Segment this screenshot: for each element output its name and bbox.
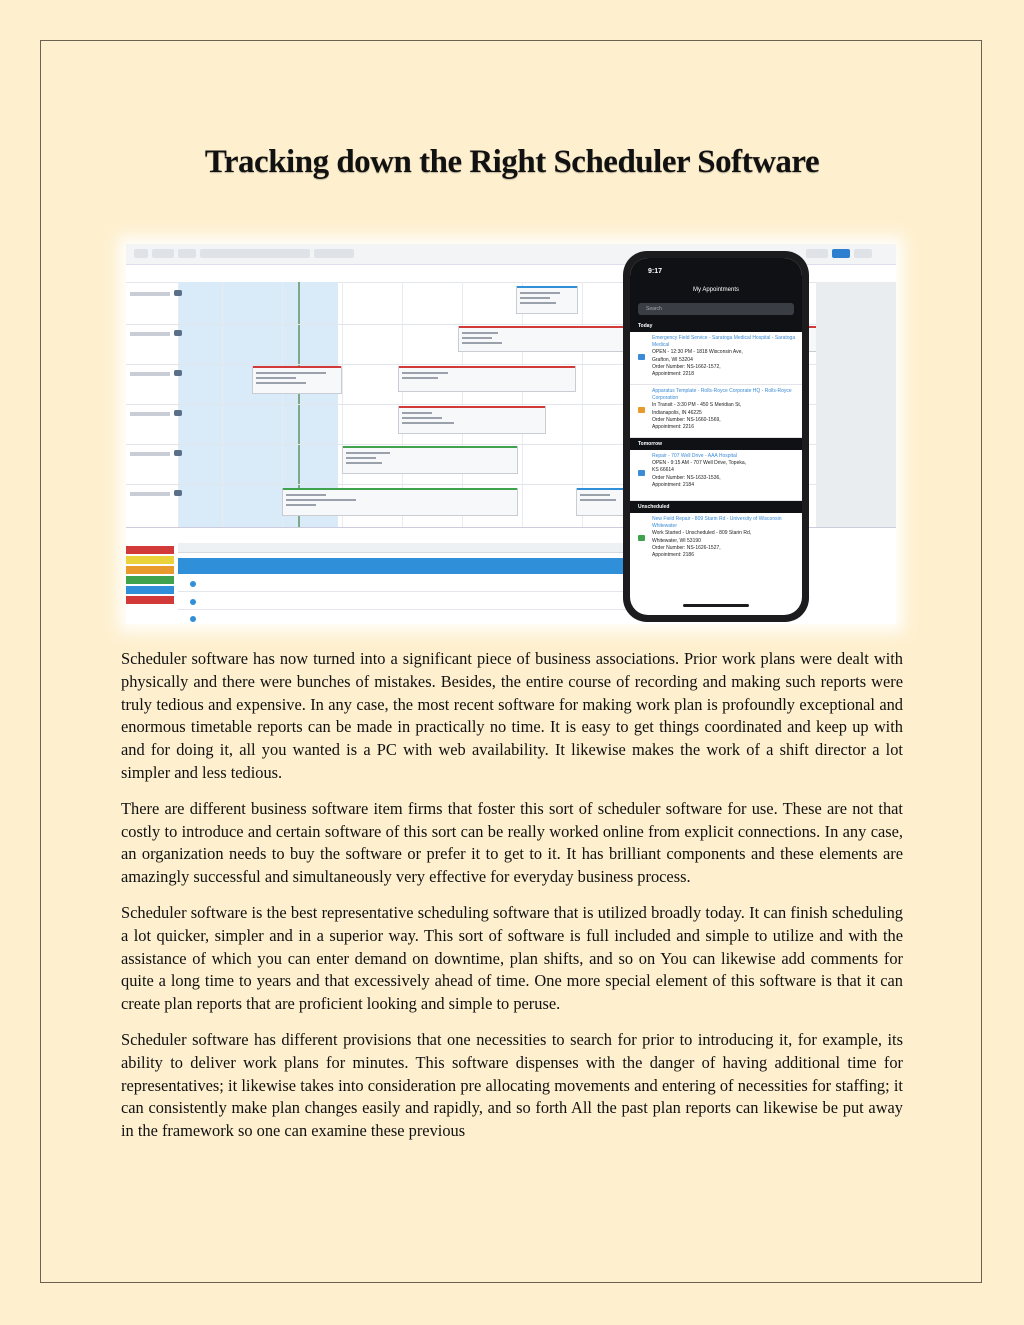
appointment-line: Order Number: NS-1662-1572,: [652, 363, 721, 370]
appointment-line: Appointment: 2184: [652, 481, 694, 488]
appointment-item: [630, 332, 802, 385]
status-color: [126, 566, 174, 574]
status-dot: [190, 581, 196, 587]
appointment-line: Appointment: 2218: [652, 371, 694, 378]
resource-label: [130, 332, 170, 336]
status-color: [126, 596, 174, 604]
appointment-line: OPEN - 9:15 AM - 707 Well Drive, Topeka,: [652, 460, 747, 467]
view-day-button: [806, 249, 828, 258]
date-range-field: [200, 249, 310, 258]
appointment-line: Work Started - Unscheduled - 809 Starin Rd,: [652, 530, 752, 537]
appointment-block: [342, 446, 518, 474]
appointment-line: Whitewater, WI 53190: [652, 537, 701, 544]
view-active-button: [832, 249, 850, 258]
appointment-link: Repair - 707 Well Drive - AAA Hospital: [652, 453, 737, 459]
section-tomorrow: Tomorrow: [630, 438, 802, 450]
paragraph: Scheduler software has different provisions that one necessities to search for prior to introducing it, for example, its ability to deliver work plans for minutes. This software dispenses with the danger of having additional time for representatives; it likewise takes into consideration pre allocating movements and entering of necessities for staffing; it can consistently make plan changes easily and rapidly, and so forth All the past plan reports can likewise be put away in the framework so one can examine these previous: [121, 1029, 903, 1141]
paragraph: Scheduler software is the best representative scheduling software that is utilized broadly today. It can finish scheduling a lot quicker, simpler and in a superior way. This sort of software is full included and simple to utilize and with the assistance of which you can enter demand on downtime, plan shifts, and so on You can likewise add comments for quite a long time to years and that excessively ahead of time. One more special element of this software is that it can create plan reports that are proficient looking and simple to peruse.: [121, 902, 903, 1014]
appointment-line: OPEN - 12:30 PM - 1818 Wisconsin Ave,: [652, 349, 743, 356]
resource-label: [130, 292, 170, 296]
appointment-link: Emergency Field Service - Saratoga Medical Hospital - Saratoga Medical: [652, 335, 796, 349]
truck-icon: [638, 407, 645, 413]
phone-title: My Appointments: [692, 287, 740, 293]
resource-icon: [174, 450, 182, 456]
new-appointment-button: [314, 249, 354, 258]
appointment-line: Order Number: NS-1626-1527,: [652, 544, 721, 551]
appointment-line: In Transit - 3:30 PM - 450 S Meridian St,: [652, 402, 742, 409]
paragraph: There are different business software item firms that foster this sort of scheduler software for use. These are not that costly to introduce and certain software of this sort can be really worked online from explicit connections. In any case, an organization needs to buy the software or prefer it to get to it. It has brilliant components and these elements are amazingly successful and simultaneously very effective for everyday business process.: [121, 798, 903, 887]
status-color: [126, 556, 174, 564]
truck-icon: [638, 470, 645, 476]
nav-arrows: [178, 249, 196, 258]
phone-search-input: Search: [638, 303, 794, 315]
section-unscheduled: Unscheduled: [630, 501, 802, 513]
status-dot: [190, 616, 196, 622]
appointment-link: New Field Repair - 809 Starin Rd - University of Wisconsin Whitewater: [652, 516, 782, 530]
appointment-block: [398, 406, 546, 434]
status-color: [126, 576, 174, 584]
appointment-block: [252, 366, 342, 394]
resource-icon: [174, 490, 182, 496]
phone-screen: [630, 258, 802, 615]
today-button: [152, 249, 174, 258]
truck-icon: [638, 354, 645, 360]
resource-icon: [174, 410, 182, 416]
view-week-button: [854, 249, 872, 258]
resource-icon: [174, 290, 182, 296]
appointment-line: Order Number: NS-1660-1569,: [652, 416, 721, 423]
article-body: [121, 648, 903, 1156]
phone-time: 9:17: [648, 268, 663, 275]
appointment-link: Apparatus Template - Rolls-Royce Corporate HQ - Rolls-Royce Corporation: [652, 388, 792, 402]
appointment-block: [576, 488, 624, 516]
appointment-line: KS 66614: [652, 467, 674, 474]
page-title: Tracking down the Right Scheduler Software: [204, 144, 820, 181]
appointment-block: [398, 366, 576, 392]
status-color: [126, 586, 174, 594]
appointment-line: Order Number: NS-1633-1536,: [652, 474, 721, 481]
appointment-item: [630, 450, 802, 501]
appointment-line: Grafton, WI 53204: [652, 356, 693, 363]
phone-header: [630, 258, 802, 320]
appointment-item: [630, 513, 802, 571]
phone-mockup: [623, 251, 809, 622]
resource-icon: [174, 370, 182, 376]
table-header: [178, 543, 648, 553]
status-color: [126, 546, 174, 554]
table-row-selected: [178, 558, 648, 574]
section-today: Today: [630, 320, 802, 332]
resource-label: [130, 412, 170, 416]
resource-label: [130, 492, 170, 496]
scheduler-screenshot: [126, 244, 896, 624]
appointment-line: Appointment: 2186: [652, 552, 694, 559]
resource-label: [130, 372, 170, 376]
appointment-line: Appointment: 2216: [652, 424, 694, 431]
home-indicator: [683, 604, 749, 607]
table-row: [178, 609, 648, 610]
status-dot: [190, 599, 196, 605]
resource-icon: [174, 330, 182, 336]
appointment-block: [516, 286, 578, 314]
menu-icon: [134, 249, 148, 258]
truck-icon: [638, 535, 645, 541]
appointment-item: [630, 385, 802, 438]
resource-label: [130, 452, 170, 456]
table-row: [178, 591, 648, 592]
paragraph: Scheduler software has now turned into a significant piece of business associations. Prior work plans were dealt with physically and there were bunches of mistakes. Besides, the entire course of recording and making such reports were truly tedious and expensive. In any case, the most recent software for making work plan is profoundly exceptional and enormous timetable reports can be made in practically no time. It is easy to get things coordinated and keep up with and for doing it, all you wanted is a PC with web availability. It likewise makes the work of a shift director a lot simpler and less tedious.: [121, 649, 903, 782]
appointment-block: [282, 488, 518, 516]
appointment-line: Indianapolis, IN 46225: [652, 409, 702, 416]
